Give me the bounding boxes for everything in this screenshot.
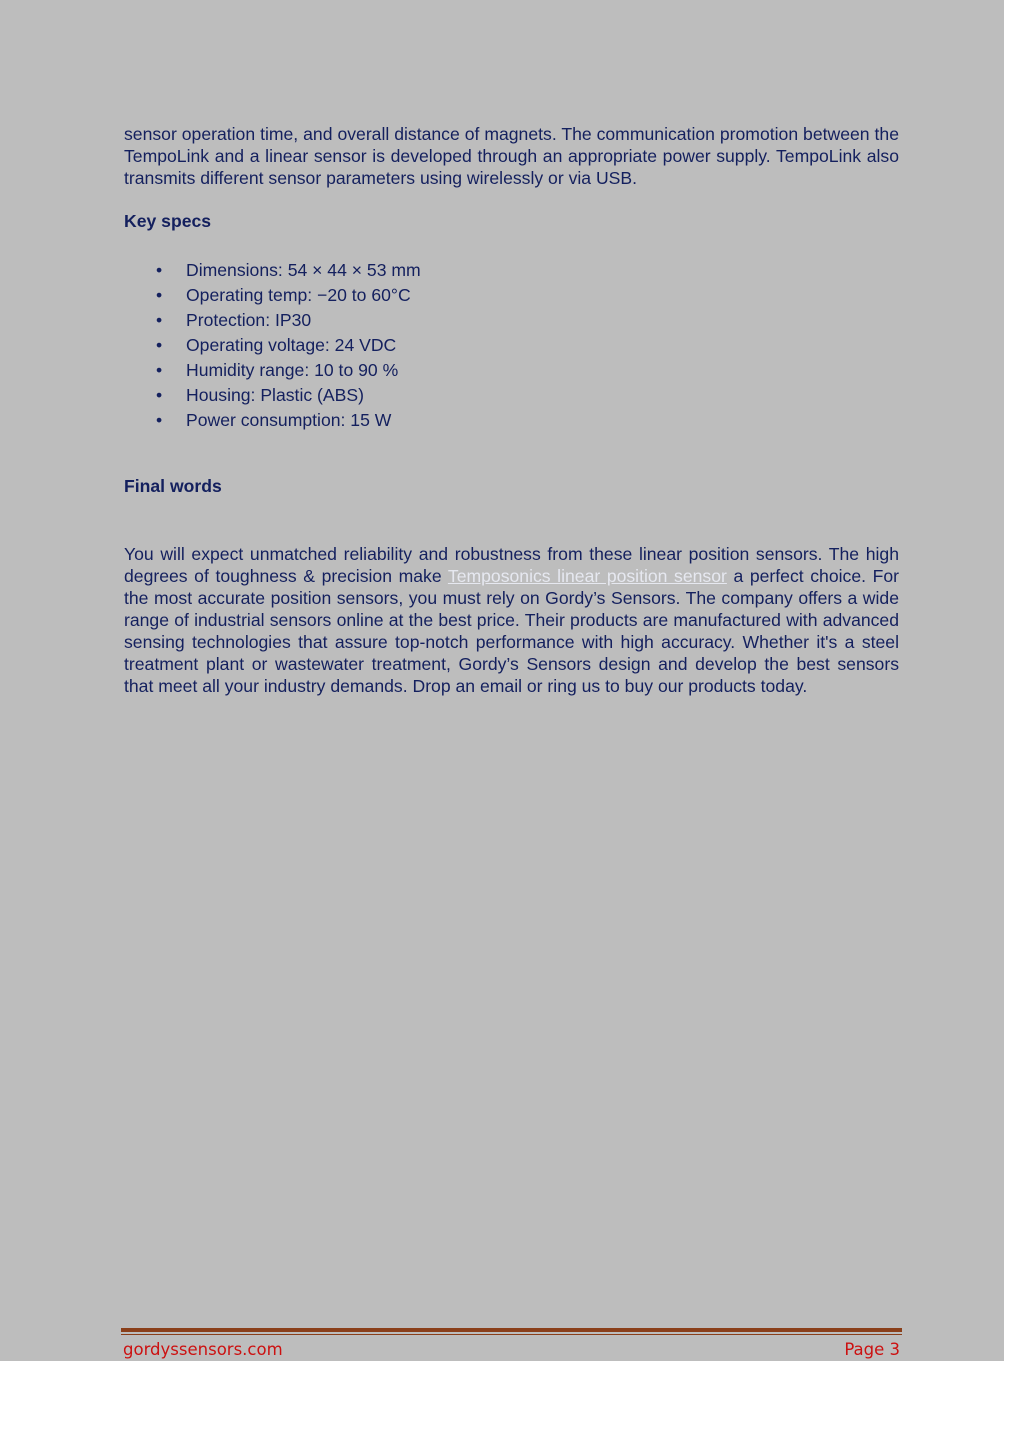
bullet-icon: • — [156, 285, 163, 305]
final-words-paragraph — [124, 543, 899, 697]
footer-page-number: Page 3 — [844, 1340, 900, 1359]
spec-item-housing — [124, 383, 899, 408]
spec-item-humidity-range — [124, 358, 899, 383]
spec-item-operating-temp — [124, 283, 899, 308]
bullet-icon: • — [156, 360, 163, 380]
spec-label: Operating temp: −20 to 60°C — [186, 285, 411, 305]
footer-site: gordyssensors.com — [123, 1340, 283, 1359]
spec-label: Housing: Plastic (ABS) — [186, 385, 364, 405]
key-specs-heading: Key specs — [124, 211, 212, 231]
temposonics-link[interactable]: Temposonics linear position sensor — [447, 566, 727, 586]
bullet-icon: • — [156, 385, 163, 405]
spec-label: Dimensions: 54 × 44 × 53 mm — [186, 260, 421, 280]
spec-label: Humidity range: 10 to 90 % — [186, 360, 399, 380]
footer-divider — [121, 1328, 902, 1332]
final-words-text-after: a perfect choice. For the most accurate position sensors, you must rely on Gordy’s Sensors. The company offers a wide range of industrial sensors online at the best price. Their products are manufactured with advanced sensing technologies that assure top-notch performance with high accuracy. Whether it's a steel treatment plant or wastewater treatment, Gordy’s Sensors design and develop the best sensors that meet all your industry demands. Drop an email or ring us to buy our products today. — [124, 566, 899, 696]
key-specs-list — [124, 258, 899, 433]
spec-label: Protection: IP30 — [186, 310, 312, 330]
spec-label: Power consumption: 15 W — [186, 410, 392, 430]
spec-item-dimensions — [124, 258, 899, 283]
spec-item-protection — [124, 308, 899, 333]
final-words-heading: Final words — [124, 476, 222, 496]
page-content — [124, 123, 899, 697]
spec-label: Operating voltage: 24 VDC — [186, 335, 397, 355]
spec-item-operating-voltage — [124, 333, 899, 358]
bullet-icon: • — [156, 260, 163, 280]
footer-divider-thin — [121, 1334, 902, 1335]
spec-item-power-consumption — [124, 408, 899, 433]
bullet-icon: • — [156, 335, 163, 355]
bullet-icon: • — [156, 410, 163, 430]
final-words-text-before: You will expect unmatched reliability and robustness from these linear position sensors. The high degrees of toughness & precision make — [124, 544, 899, 586]
intro-paragraph: sensor operation time, and overall distance of magnets. The communication promotion between the TempoLink and a linear sensor is developed through an appropriate power supply. TempoLink also transmits different sensor parameters using wirelessly or via USB. — [124, 124, 899, 188]
bullet-icon: • — [156, 310, 163, 330]
